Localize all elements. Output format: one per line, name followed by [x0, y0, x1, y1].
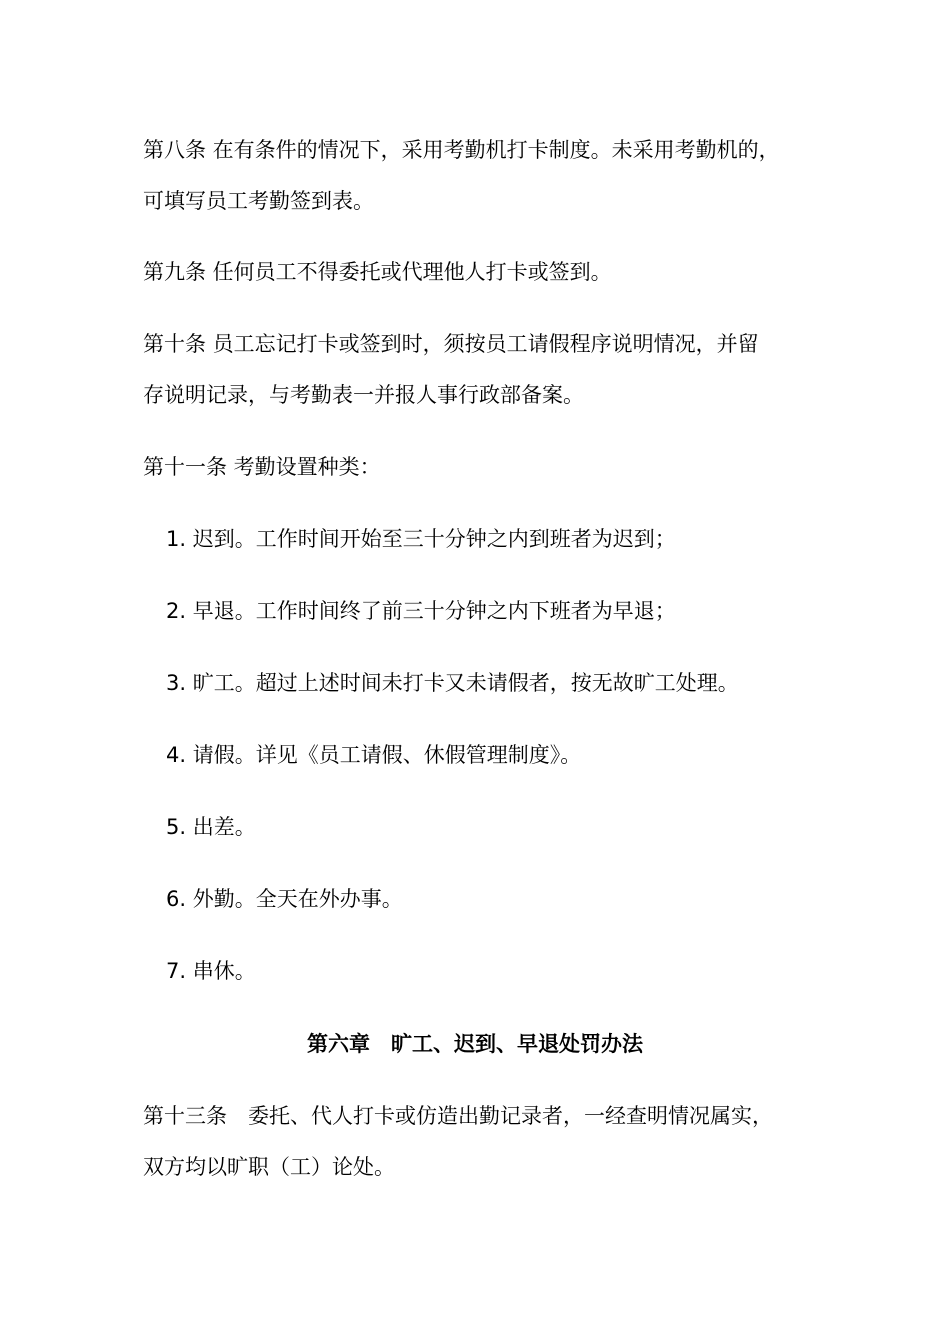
list-item: 1. 迟到。工作时间开始至三十分钟之内到班者为迟到； — [166, 527, 676, 551]
article-10-line-2: 存说明记录，与考勤表一并报人事行政部备案。 — [143, 383, 584, 407]
list-item: 5. 出差。 — [166, 815, 256, 839]
article-11: 第十一条 考勤设置种类： — [143, 455, 381, 479]
list-item: 3. 旷工。超过上述时间未打卡又未请假者，按无故旷工处理。 — [166, 671, 739, 695]
article-13-line-1: 第十三条 委托、代人打卡或仿造出勤记录者，一经查明情况属实， — [143, 1104, 773, 1128]
list-item: 2. 早退。工作时间终了前三十分钟之内下班者为早退； — [166, 599, 676, 623]
list-item: 4. 请假。详见《员工请假、休假管理制度》。 — [166, 743, 582, 767]
article-8-line-1: 第八条 在有条件的情况下，采用考勤机打卡制度。未采用考勤机的， — [143, 138, 780, 162]
chapter-6-heading: 第六章 旷工、迟到、早退处罚办法 — [307, 1031, 643, 1056]
article-9: 第九条 任何员工不得委托或代理他人打卡或签到。 — [143, 260, 612, 284]
list-item: 7. 串休。 — [166, 959, 256, 983]
list-item: 6. 外勤。全天在外办事。 — [166, 887, 403, 911]
article-13-line-2: 双方均以旷职（工）论处。 — [143, 1155, 395, 1179]
article-8-line-2: 可填写员工考勤签到表。 — [143, 189, 374, 213]
article-10-line-1: 第十条 员工忘记打卡或签到时，须按员工请假程序说明情况，并留 — [143, 332, 759, 356]
